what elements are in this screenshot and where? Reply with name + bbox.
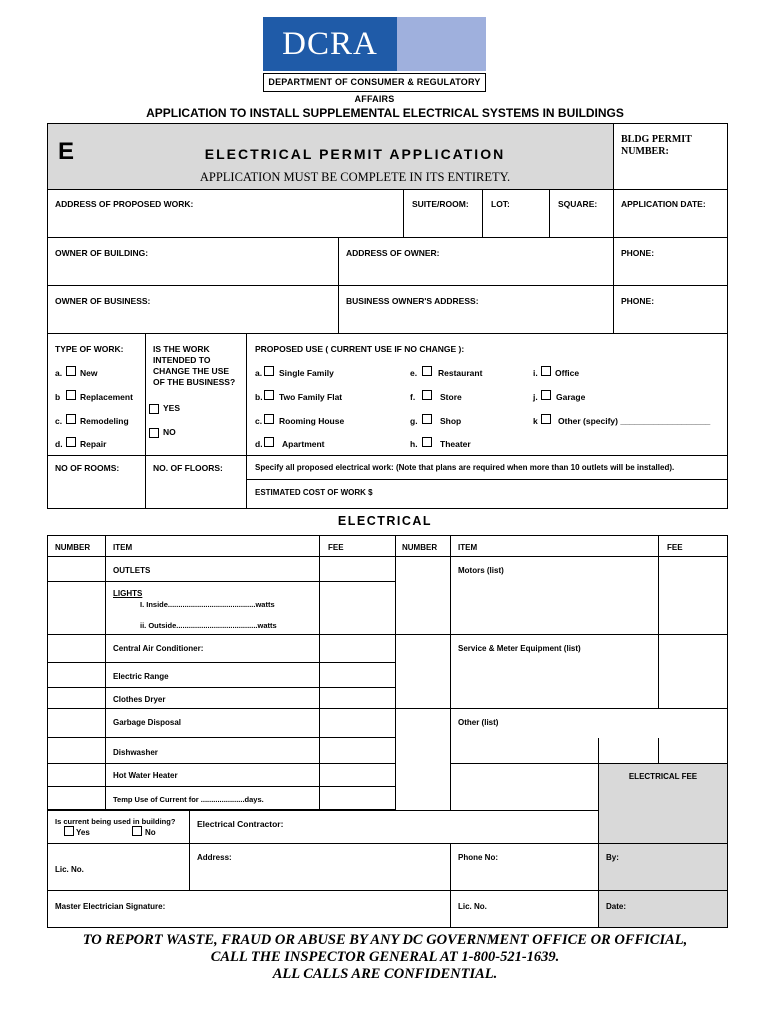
bldg-permit-line2: NUMBER: [621, 146, 669, 157]
use-garage-checkbox[interactable] [541, 390, 551, 400]
use-store-label: Store [440, 392, 462, 402]
type-repair-label: Repair [80, 439, 107, 449]
use-other-checkbox[interactable] [541, 414, 551, 424]
type-replacement-checkbox[interactable] [66, 390, 76, 400]
use-d-prefix: d. [255, 439, 263, 449]
lights-inside-label: I. Inside..........................................watts [140, 600, 275, 609]
col-fee2-label: FEE [667, 543, 683, 552]
address-label: Address: [197, 853, 232, 862]
use-c-prefix: c. [255, 416, 263, 426]
use-office-label: Office [555, 368, 580, 378]
central-air-label: Central Air Conditioner: [113, 644, 204, 653]
other-list-item [450, 708, 728, 764]
other-list-item-extra [450, 763, 599, 811]
main-title: APPLICATION TO INSTALL SUPPLEMENTAL ELECTRICAL SYSTEMS IN BUILDINGS [146, 106, 624, 120]
type-b-prefix: b [55, 392, 61, 402]
hot-water-heater-fee-field[interactable] [319, 763, 396, 787]
change-use-question [153, 344, 235, 388]
service-meter-number-field[interactable] [395, 634, 451, 709]
clothes-dryer-label: Clothes Dryer [113, 695, 166, 704]
lights-number-field[interactable] [47, 581, 106, 635]
col-number2-label: NUMBER [402, 543, 438, 552]
phone-field-1[interactable] [613, 237, 728, 286]
clothes-dryer-number-field[interactable] [47, 687, 106, 709]
use-two-family-checkbox[interactable] [264, 390, 274, 400]
use-store-checkbox[interactable] [422, 390, 432, 400]
no-of-rooms-label: NO OF ROOMS: [55, 463, 120, 473]
temp-use-fee-field[interactable] [319, 786, 396, 810]
motors-fee-field[interactable] [658, 556, 728, 635]
current-used-label: Is current being used in building? [55, 817, 176, 826]
use-other-label: Other (specify) ___________________ [558, 416, 711, 426]
service-meter-fee-field[interactable] [658, 634, 728, 709]
owner-of-business-field[interactable] [47, 285, 339, 334]
col-fee-label: FEE [328, 543, 344, 552]
type-new-checkbox[interactable] [66, 366, 76, 376]
col-number-label: NUMBER [55, 543, 91, 552]
application-date-field[interactable] [613, 189, 728, 238]
specify-work-label: Specify all proposed electrical work: (Note that plans are required when more than 10 outlets will be installed). [255, 463, 675, 472]
footer-line1: TO REPORT WASTE, FRAUD OR ABUSE BY ANY DC GOVERNMENT OFFICE OR OFFICIAL, [82, 932, 688, 948]
col-item-header [105, 535, 320, 557]
owner-of-building-label: OWNER OF BUILDING: [55, 248, 149, 258]
use-single-family-checkbox[interactable] [264, 366, 274, 376]
lights-outside-label: ii. Outside.......................................watts [140, 621, 277, 630]
owner-of-business-label: OWNER OF BUSINESS: [55, 296, 151, 306]
bldg-permit-line1: BLDG PERMIT [621, 134, 692, 145]
type-a-prefix: a. [55, 368, 63, 378]
type-replacement-label: Replacement [80, 392, 133, 402]
current-no-checkbox[interactable] [132, 826, 142, 836]
form-letter: E [58, 138, 75, 165]
use-rooming-house-label: Rooming House [279, 416, 345, 426]
use-theater-label: Theater [440, 439, 471, 449]
dishwasher-label: Dishwasher [113, 748, 158, 757]
use-restaurant-checkbox[interactable] [422, 366, 432, 376]
master-signature-label: Master Electrician Signature: [55, 902, 166, 911]
central-air-number-field[interactable] [47, 634, 106, 663]
electrical-contractor-label: Electrical Contractor: [197, 819, 284, 829]
address-field[interactable] [189, 843, 451, 891]
current-yes-label: Yes [76, 828, 90, 837]
temp-use-label: Temp Use of Current for .....................days. [113, 795, 264, 804]
use-restaurant-label: Restaurant [438, 368, 483, 378]
change-use-line3: CHANGE THE USE [153, 366, 230, 376]
hot-water-heater-label: Hot Water Heater [113, 771, 178, 780]
other-divider-2 [658, 738, 659, 764]
use-i-prefix: i. [533, 368, 538, 378]
type-repair-checkbox[interactable] [66, 437, 76, 447]
col-item2-label: ITEM [458, 543, 478, 552]
lights-fee-field[interactable] [319, 581, 396, 635]
garbage-disposal-number-field[interactable] [47, 708, 106, 738]
electrical-fee-label: ELECTRICAL FEE [628, 772, 698, 781]
electric-range-fee-field[interactable] [319, 662, 396, 688]
estimated-cost-label: ESTIMATED COST OF WORK $ [255, 488, 373, 497]
lot-field[interactable] [482, 189, 550, 238]
electric-range-number-field[interactable] [47, 662, 106, 688]
proposed-use-label: PROPOSED USE ( CURRENT USE IF NO CHANGE ): [255, 344, 465, 354]
outlets-number-field[interactable] [47, 556, 106, 582]
logo-light-block [397, 17, 486, 71]
use-b-prefix: b. [255, 392, 263, 402]
no-of-floors-label: NO. OF FLOORS: [153, 463, 223, 473]
electrical-heading: ELECTRICAL [337, 514, 433, 528]
dishwasher-fee-field[interactable] [319, 737, 396, 764]
use-single-family-label: Single Family [279, 368, 334, 378]
by-label: By: [606, 853, 619, 862]
use-e-prefix: e. [410, 368, 418, 378]
use-garage-label: Garage [556, 392, 586, 402]
motors-label: Motors (list) [458, 566, 504, 575]
current-no-label: No [145, 828, 156, 837]
type-d-prefix: d. [55, 439, 63, 449]
lic-no-label: Lic. No. [55, 865, 84, 874]
use-k-prefix: k [533, 416, 538, 426]
change-use-line1: IS THE WORK [153, 344, 210, 354]
logo-subtitle: DEPARTMENT OF CONSUMER & REGULATORY AFFAIRS [263, 73, 486, 92]
lot-label: LOT: [491, 199, 510, 209]
date-label: Date: [606, 902, 627, 911]
type-of-work-label: TYPE OF WORK: [55, 344, 124, 354]
suite-room-field[interactable] [403, 189, 483, 238]
other-divider-1 [598, 738, 599, 764]
dishwasher-number-field[interactable] [47, 737, 106, 764]
col-item2-header [450, 535, 659, 557]
use-f-prefix: f. [410, 392, 416, 402]
phone-no-label: Phone No: [458, 853, 498, 862]
application-date-label: APPLICATION DATE: [621, 199, 706, 209]
footer-line3: ALL CALLS ARE CONFIDENTIAL. [272, 966, 498, 982]
change-use-yes-label: YES [163, 403, 181, 413]
use-two-family-label: Two Family Flat [279, 392, 343, 402]
change-use-line2: INTENDED TO [153, 355, 211, 365]
service-meter-label: Service & Meter Equipment (list) [458, 644, 581, 653]
use-theater-checkbox[interactable] [422, 437, 432, 447]
bldg-permit-label [621, 134, 692, 158]
other-list-label: Other (list) [458, 718, 499, 727]
business-owner-address-label: BUSINESS OWNER'S ADDRESS: [346, 296, 479, 306]
address-of-proposed-work-label: ADDRESS OF PROPOSED WORK: [55, 199, 194, 209]
col-item-label: ITEM [113, 543, 133, 552]
square-label: SQUARE: [558, 199, 598, 209]
address-of-owner-field[interactable] [338, 237, 614, 286]
hot-water-heater-number-field[interactable] [47, 763, 106, 787]
motors-number-field[interactable] [395, 556, 451, 635]
footer-notice [0, 932, 770, 983]
use-h-prefix: h. [410, 439, 418, 449]
suite-room-label: SUITE/ROOM: [412, 199, 469, 209]
phone-no-field[interactable] [450, 843, 599, 891]
type-remodeling-checkbox[interactable] [66, 414, 76, 424]
clothes-dryer-fee-field[interactable] [319, 687, 396, 709]
address-of-proposed-work-field[interactable] [47, 189, 404, 238]
form-subtitle: APPLICATION MUST BE COMPLETE IN ITS ENTIRETY. [199, 170, 511, 184]
garbage-disposal-fee-field[interactable] [319, 708, 396, 738]
use-g-prefix: g. [410, 416, 418, 426]
change-use-line4: OF THE BUSINESS? [153, 377, 236, 387]
lic-no-2-label: Lic. No. [458, 902, 487, 911]
type-new-label: New [80, 368, 98, 378]
current-yes-checkbox[interactable] [64, 826, 74, 836]
address-of-owner-label: ADDRESS OF OWNER: [346, 248, 440, 258]
phone-label-2: PHONE: [621, 296, 655, 306]
use-office-checkbox[interactable] [541, 366, 551, 376]
outlets-fee-field[interactable] [319, 556, 396, 582]
use-j-prefix: j. [533, 392, 538, 402]
by-field[interactable] [598, 843, 728, 891]
type-remodeling-label: Remodeling [80, 416, 129, 426]
use-shop-label: Shop [440, 416, 462, 426]
footer-line2: CALL THE INSPECTOR GENERAL AT 1-800-521-1639. [210, 949, 560, 965]
use-apartment-label: Apartment [282, 439, 325, 449]
lights-label: LIGHTS [113, 589, 143, 598]
use-shop-checkbox[interactable] [422, 414, 432, 424]
business-owner-address-field[interactable] [338, 285, 614, 334]
use-a-prefix: a. [255, 368, 263, 378]
use-rooming-house-checkbox[interactable] [264, 414, 274, 424]
square-field[interactable] [549, 189, 614, 238]
other-list-number-field[interactable] [395, 708, 451, 811]
form-title: ELECTRICAL PERMIT APPLICATION [204, 146, 506, 162]
change-use-no-label: NO [163, 427, 176, 437]
dcra-logo: DCRA [282, 26, 378, 62]
owner-of-building-field[interactable] [47, 237, 339, 286]
garbage-disposal-label: Garbage Disposal [113, 718, 182, 727]
central-air-fee-field[interactable] [319, 634, 396, 663]
temp-use-number-field[interactable] [47, 786, 106, 810]
phone-field-2[interactable] [613, 285, 728, 334]
type-c-prefix: c. [55, 416, 63, 426]
change-use-no-checkbox[interactable] [149, 428, 159, 438]
phone-label-1: PHONE: [621, 248, 655, 258]
electric-range-label: Electric Range [113, 672, 169, 681]
outlets-label: OUTLETS [113, 566, 151, 575]
use-apartment-checkbox[interactable] [264, 437, 274, 447]
change-use-yes-checkbox[interactable] [149, 404, 159, 414]
